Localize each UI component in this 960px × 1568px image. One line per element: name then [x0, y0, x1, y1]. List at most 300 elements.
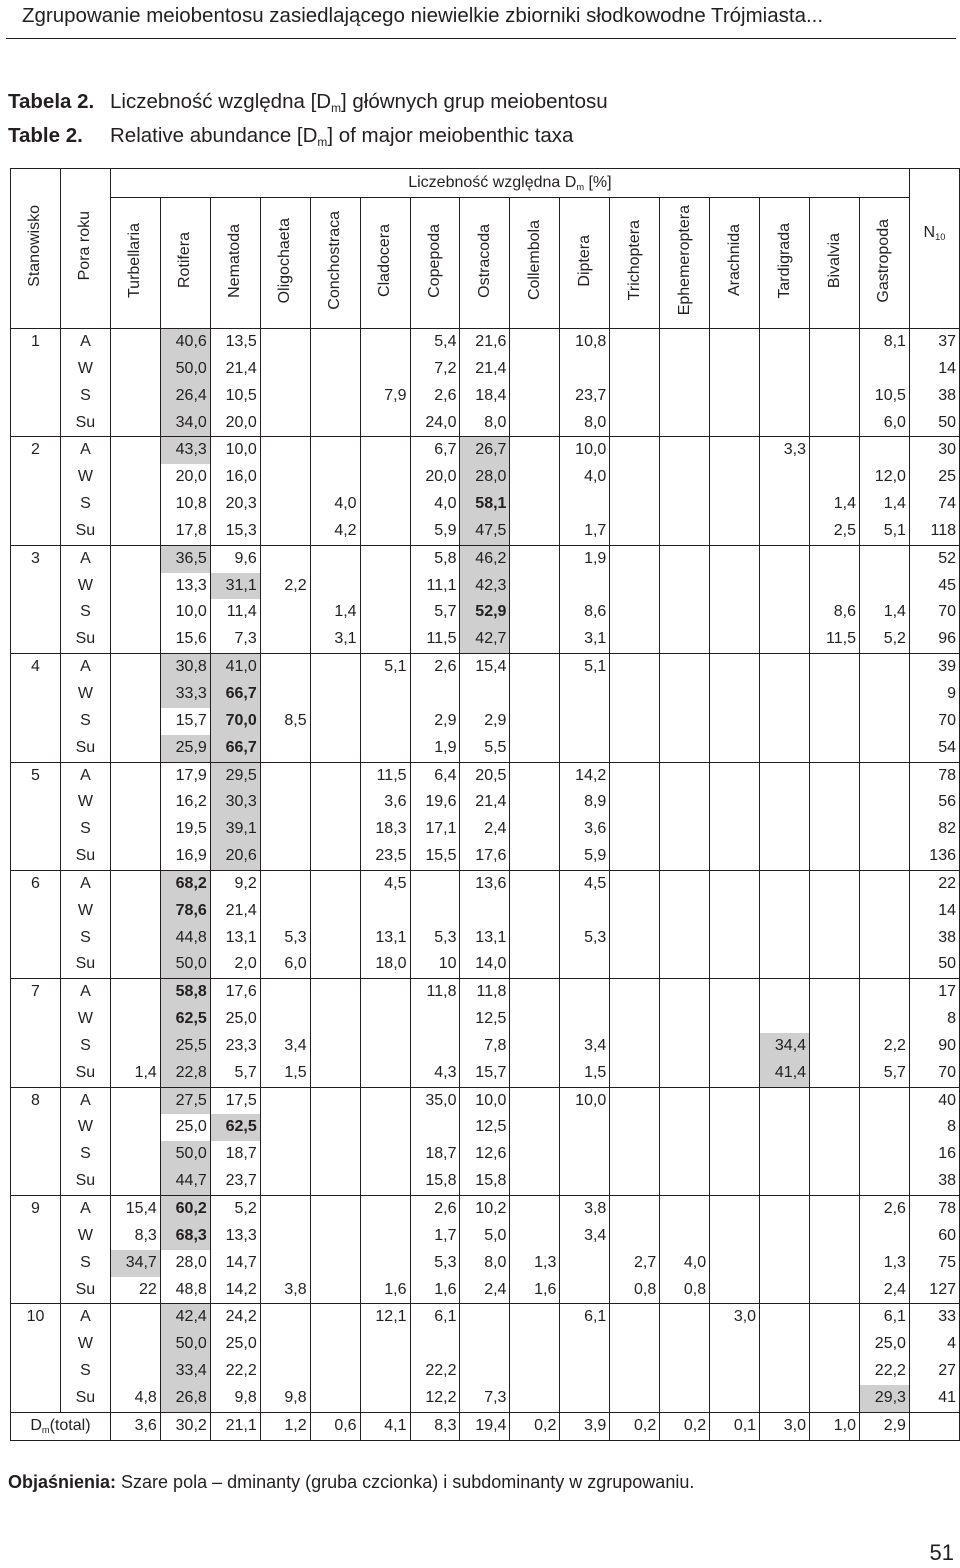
value-cell: [360, 329, 410, 356]
value-cell: 23,7: [210, 1168, 260, 1195]
value-cell: [710, 1250, 760, 1277]
value-cell: 10,8: [560, 329, 610, 356]
value-cell: [610, 518, 660, 545]
value-cell: [560, 1358, 610, 1385]
season-cell: S: [60, 1250, 110, 1277]
season-cell: Su: [60, 1060, 110, 1087]
total-value-cell: 0,6: [310, 1412, 360, 1440]
value-cell: [710, 1196, 760, 1223]
value-cell: [660, 1385, 710, 1412]
n-cell: 56: [909, 789, 959, 816]
value-cell: [810, 1141, 860, 1168]
value-cell: [760, 789, 810, 816]
value-cell: [760, 545, 810, 572]
value-cell: [310, 735, 360, 762]
value-cell: [610, 1114, 660, 1141]
table-row: [11, 708, 960, 735]
value-cell: 13,3: [210, 1223, 260, 1250]
value-cell: [510, 1196, 560, 1223]
value-cell: 6,7: [410, 437, 460, 464]
value-cell: [360, 708, 410, 735]
value-cell: [560, 1006, 610, 1033]
value-cell: 8,5: [260, 708, 310, 735]
season-cell: A: [60, 329, 110, 356]
value-cell: [360, 1060, 410, 1087]
value-cell: 68,3: [160, 1223, 210, 1250]
n-cell: 37: [909, 329, 959, 356]
value-cell: [810, 735, 860, 762]
n-cell: 14: [909, 898, 959, 925]
value-cell: [710, 1223, 760, 1250]
value-cell: 11,5: [410, 626, 460, 653]
value-cell: [660, 1358, 710, 1385]
station-cell: [11, 951, 61, 978]
n-cell: 54: [909, 735, 959, 762]
value-cell: [760, 708, 810, 735]
value-cell: 12,1: [360, 1304, 410, 1331]
value-cell: 1,4: [110, 1060, 160, 1087]
value-cell: 17,8: [160, 518, 210, 545]
value-cell: 16,9: [160, 843, 210, 870]
value-cell: 1,3: [859, 1250, 909, 1277]
value-cell: [410, 870, 460, 897]
value-cell: 7,9: [360, 383, 410, 410]
value-cell: [859, 951, 909, 978]
header-taxon-bivalvia: Bivalvia: [810, 198, 860, 329]
season-cell: W: [60, 1114, 110, 1141]
total-value-cell: 8,3: [410, 1412, 460, 1440]
value-cell: 17,9: [160, 762, 210, 789]
value-cell: 28,0: [160, 1250, 210, 1277]
value-cell: [360, 1033, 410, 1060]
value-cell: [360, 626, 410, 653]
n-cell: 90: [909, 1033, 959, 1060]
value-cell: 24,2: [210, 1304, 260, 1331]
value-cell: 7,3: [460, 1385, 510, 1412]
season-cell: A: [60, 1087, 110, 1114]
value-cell: [510, 1033, 560, 1060]
value-cell: [660, 383, 710, 410]
value-cell: 30,3: [210, 789, 260, 816]
table-row: [11, 735, 960, 762]
value-cell: [110, 491, 160, 518]
station-cell: [11, 816, 61, 843]
value-cell: 1,6: [410, 1277, 460, 1304]
value-cell: [859, 843, 909, 870]
value-cell: [510, 410, 560, 437]
value-cell: [260, 545, 310, 572]
value-cell: 25,9: [160, 735, 210, 762]
value-cell: [110, 383, 160, 410]
value-cell: [710, 1331, 760, 1358]
table-row: [11, 329, 960, 356]
value-cell: 3,6: [360, 789, 410, 816]
value-cell: [110, 870, 160, 897]
value-cell: [110, 789, 160, 816]
value-cell: 62,5: [160, 1006, 210, 1033]
n-cell: 70: [909, 708, 959, 735]
value-cell: 3,0: [710, 1304, 760, 1331]
n-cell: 27: [909, 1358, 959, 1385]
value-cell: 5,0: [460, 1223, 510, 1250]
value-cell: [510, 1168, 560, 1195]
value-cell: [810, 1033, 860, 1060]
value-cell: [360, 681, 410, 708]
table-row: [11, 654, 960, 681]
value-cell: [760, 925, 810, 952]
value-cell: 66,7: [210, 681, 260, 708]
value-cell: [710, 1277, 760, 1304]
value-cell: 21,4: [210, 898, 260, 925]
value-cell: [310, 951, 360, 978]
value-cell: [810, 654, 860, 681]
value-cell: [310, 329, 360, 356]
total-value-cell: 0,2: [610, 1412, 660, 1440]
value-cell: 19,5: [160, 816, 210, 843]
value-cell: [660, 1006, 710, 1033]
value-cell: [760, 843, 810, 870]
value-cell: 10,0: [210, 437, 260, 464]
value-cell: [560, 1250, 610, 1277]
value-cell: [460, 1358, 510, 1385]
value-cell: 5,2: [859, 626, 909, 653]
value-cell: 50,0: [160, 1141, 210, 1168]
station-cell: [11, 518, 61, 545]
value-cell: [710, 437, 760, 464]
n-cell: 8: [909, 1114, 959, 1141]
value-cell: [610, 1304, 660, 1331]
n-cell: 96: [909, 626, 959, 653]
value-cell: [859, 870, 909, 897]
value-cell: [810, 708, 860, 735]
total-value-cell: 0,2: [660, 1412, 710, 1440]
value-cell: 20,0: [410, 464, 460, 491]
value-cell: [660, 356, 710, 383]
value-cell: 4,0: [660, 1250, 710, 1277]
season-cell: Su: [60, 626, 110, 653]
header-taxon-diptera: Diptera: [560, 198, 610, 329]
value-cell: [410, 1114, 460, 1141]
value-cell: [360, 356, 410, 383]
value-cell: [510, 1331, 560, 1358]
value-cell: [560, 1114, 610, 1141]
value-cell: [610, 329, 660, 356]
value-cell: [310, 843, 360, 870]
value-cell: [760, 518, 810, 545]
total-value-cell: 21,1: [210, 1412, 260, 1440]
value-cell: 22,2: [210, 1358, 260, 1385]
value-cell: 21,4: [210, 356, 260, 383]
value-cell: [260, 1223, 310, 1250]
season-cell: W: [60, 1006, 110, 1033]
header-n: $N_{10}$: [909, 169, 959, 329]
value-cell: 15,7: [460, 1060, 510, 1087]
station-cell: [11, 1060, 61, 1087]
value-cell: 5,4: [410, 329, 460, 356]
value-cell: [660, 654, 710, 681]
value-cell: [760, 1006, 810, 1033]
station-cell: [11, 573, 61, 600]
value-cell: [260, 1250, 310, 1277]
season-cell: S: [60, 1141, 110, 1168]
value-cell: [660, 816, 710, 843]
value-cell: [460, 1331, 510, 1358]
value-cell: 66,7: [210, 735, 260, 762]
station-cell: [11, 1006, 61, 1033]
value-cell: [260, 1331, 310, 1358]
value-cell: [310, 681, 360, 708]
station-cell: 4: [11, 654, 61, 681]
season-cell: Su: [60, 735, 110, 762]
value-cell: [510, 762, 560, 789]
value-cell: [110, 573, 160, 600]
value-cell: [560, 1277, 610, 1304]
table-row: [11, 843, 960, 870]
caption-en-label: Table 2.: [8, 124, 83, 147]
value-cell: [260, 437, 310, 464]
value-cell: 18,7: [210, 1141, 260, 1168]
value-cell: 9,8: [210, 1385, 260, 1412]
value-cell: [360, 1196, 410, 1223]
value-cell: [560, 681, 610, 708]
abundance-table: [10, 168, 960, 1441]
value-cell: [510, 925, 560, 952]
header-taxon-oligochaeta: Oligochaeta: [260, 198, 310, 329]
value-cell: [760, 762, 810, 789]
value-cell: 17,5: [210, 1087, 260, 1114]
value-cell: [660, 1196, 710, 1223]
value-cell: 13,1: [210, 925, 260, 952]
value-cell: [760, 735, 810, 762]
value-cell: 18,4: [460, 383, 510, 410]
value-cell: 1,7: [410, 1223, 460, 1250]
value-cell: [460, 1304, 510, 1331]
total-value-cell: 1,0: [810, 1412, 860, 1440]
value-cell: 25,0: [160, 1114, 210, 1141]
value-cell: 8,9: [560, 789, 610, 816]
value-cell: [560, 356, 610, 383]
value-cell: 3,8: [560, 1196, 610, 1223]
value-cell: [810, 1168, 860, 1195]
value-cell: [610, 1196, 660, 1223]
table-caption-en: [8, 124, 573, 148]
value-cell: 9,2: [210, 870, 260, 897]
value-cell: [710, 329, 760, 356]
value-cell: 12,0: [859, 464, 909, 491]
value-cell: [760, 654, 810, 681]
value-cell: 41,0: [210, 654, 260, 681]
value-cell: [110, 925, 160, 952]
caption-en-sub: m: [317, 135, 328, 150]
season-cell: S: [60, 1358, 110, 1385]
value-cell: [660, 437, 710, 464]
table-row: [11, 1331, 960, 1358]
n-cell: 38: [909, 383, 959, 410]
value-cell: [760, 1358, 810, 1385]
value-cell: [810, 925, 860, 952]
value-cell: [859, 1168, 909, 1195]
station-cell: 7: [11, 979, 61, 1006]
table-row: [11, 979, 960, 1006]
value-cell: [410, 1006, 460, 1033]
header-rule: [6, 38, 956, 39]
value-cell: [710, 898, 760, 925]
value-cell: 48,8: [160, 1277, 210, 1304]
value-cell: [510, 870, 560, 897]
season-cell: A: [60, 762, 110, 789]
value-cell: [110, 1006, 160, 1033]
value-cell: [360, 898, 410, 925]
value-cell: 28,0: [460, 464, 510, 491]
station-cell: [11, 1277, 61, 1304]
value-cell: [310, 437, 360, 464]
value-cell: [760, 681, 810, 708]
value-cell: [110, 843, 160, 870]
value-cell: 9,8: [260, 1385, 310, 1412]
value-cell: [560, 573, 610, 600]
value-cell: 13,6: [460, 870, 510, 897]
value-cell: [760, 951, 810, 978]
table-row: [11, 789, 960, 816]
value-cell: 5,1: [560, 654, 610, 681]
value-cell: [760, 1168, 810, 1195]
value-cell: [260, 356, 310, 383]
header-taxon-conchostraca: Conchostraca: [310, 198, 360, 329]
value-cell: [110, 1087, 160, 1114]
value-cell: [859, 573, 909, 600]
value-cell: [810, 1196, 860, 1223]
table-row: [11, 1168, 960, 1195]
value-cell: 1,4: [859, 599, 909, 626]
table-row: [11, 545, 960, 572]
station-cell: [11, 843, 61, 870]
value-cell: [110, 518, 160, 545]
value-cell: [610, 1385, 660, 1412]
season-cell: S: [60, 1033, 110, 1060]
value-cell: [610, 1006, 660, 1033]
value-cell: [760, 599, 810, 626]
table-row: [11, 1196, 960, 1223]
value-cell: 14,0: [460, 951, 510, 978]
value-cell: [710, 789, 760, 816]
value-cell: [310, 410, 360, 437]
value-cell: 5,3: [560, 925, 610, 952]
header-taxon-ostracoda: Ostracoda: [460, 198, 510, 329]
season-cell: Su: [60, 1385, 110, 1412]
value-cell: [660, 329, 710, 356]
value-cell: [310, 789, 360, 816]
station-cell: [11, 789, 61, 816]
value-cell: [710, 573, 760, 600]
value-cell: [310, 816, 360, 843]
season-cell: S: [60, 491, 110, 518]
value-cell: [360, 410, 410, 437]
value-cell: [610, 464, 660, 491]
value-cell: [510, 843, 560, 870]
season-cell: A: [60, 1304, 110, 1331]
value-cell: [760, 870, 810, 897]
value-cell: [310, 979, 360, 1006]
value-cell: [760, 1223, 810, 1250]
n-cell: 45: [909, 573, 959, 600]
table-row: [11, 410, 960, 437]
value-cell: 13,3: [160, 573, 210, 600]
value-cell: [110, 762, 160, 789]
value-cell: [810, 681, 860, 708]
value-cell: [760, 1114, 810, 1141]
value-cell: 13,1: [460, 925, 510, 952]
value-cell: [859, 925, 909, 952]
value-cell: [360, 1114, 410, 1141]
value-cell: 15,6: [160, 626, 210, 653]
value-cell: 5,7: [410, 599, 460, 626]
value-cell: 22: [110, 1277, 160, 1304]
caption-en-text-a: Relative abundance [D: [110, 124, 318, 147]
value-cell: [510, 1385, 560, 1412]
n-cell: 22: [909, 870, 959, 897]
value-cell: 3,4: [560, 1033, 610, 1060]
value-cell: 21,4: [460, 789, 510, 816]
value-cell: [310, 1168, 360, 1195]
value-cell: [260, 383, 310, 410]
value-cell: [510, 464, 560, 491]
value-cell: 13,5: [210, 329, 260, 356]
value-cell: [760, 979, 810, 1006]
value-cell: [310, 762, 360, 789]
value-cell: [560, 1168, 610, 1195]
value-cell: [760, 1250, 810, 1277]
value-cell: 1,5: [260, 1060, 310, 1087]
value-cell: 6,1: [410, 1304, 460, 1331]
value-cell: 15,5: [410, 843, 460, 870]
value-cell: [360, 518, 410, 545]
value-cell: 70,0: [210, 708, 260, 735]
value-cell: [110, 1358, 160, 1385]
value-cell: [710, 979, 760, 1006]
value-cell: [660, 599, 710, 626]
value-cell: [859, 1141, 909, 1168]
station-cell: [11, 1141, 61, 1168]
value-cell: [310, 1141, 360, 1168]
value-cell: [660, 626, 710, 653]
table-row: [11, 573, 960, 600]
value-cell: [360, 1141, 410, 1168]
header-taxon-ephemeroptera: Ephemeroptera: [660, 198, 710, 329]
value-cell: [260, 1196, 310, 1223]
value-cell: 40,6: [160, 329, 210, 356]
value-cell: [810, 979, 860, 1006]
value-cell: 10,0: [560, 437, 610, 464]
value-cell: [810, 545, 860, 572]
value-cell: 1,5: [560, 1060, 610, 1087]
value-cell: [510, 518, 560, 545]
value-cell: 50,0: [160, 951, 210, 978]
n-cell: 78: [909, 762, 959, 789]
value-cell: 52,9: [460, 599, 510, 626]
value-cell: 8,1: [859, 329, 909, 356]
value-cell: [510, 654, 560, 681]
value-cell: [410, 681, 460, 708]
n-cell: 136: [909, 843, 959, 870]
value-cell: 4,3: [410, 1060, 460, 1087]
value-cell: [560, 951, 610, 978]
value-cell: [310, 898, 360, 925]
station-cell: [11, 1331, 61, 1358]
value-cell: [760, 898, 810, 925]
value-cell: 46,2: [460, 545, 510, 572]
season-cell: A: [60, 545, 110, 572]
table-row: [11, 464, 960, 491]
